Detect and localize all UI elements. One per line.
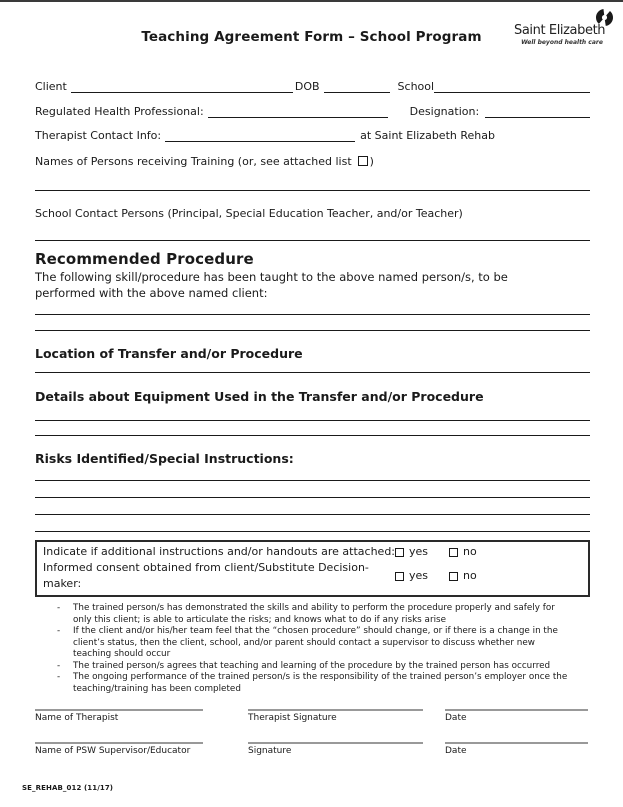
consent-no-label: no — [463, 569, 477, 582]
procedure-fill-line-1 — [35, 314, 590, 315]
risks-fill-line-2 — [35, 497, 590, 498]
note-item: - The trained person/s agrees that teaching and learning of the procedure by the trained person has occurred — [57, 661, 569, 673]
names-training-fill-line — [35, 190, 590, 191]
client-label: Client — [35, 80, 67, 93]
terms-notes-list — [57, 603, 569, 695]
therapist-signature-block — [248, 709, 423, 724]
saint-elizabeth-logo — [514, 8, 610, 46]
school-field-line — [434, 80, 590, 93]
supervisor-name-line — [35, 742, 203, 744]
therapist-name-block — [35, 709, 203, 724]
supervisor-name-label: Name of PSW Supervisor/Educator — [35, 746, 191, 756]
supervisor-name-block — [35, 742, 203, 757]
swirl-logo-icon — [595, 8, 614, 27]
recommended-procedure-heading: Recommended Procedure — [35, 250, 254, 268]
therapist-name-line — [35, 709, 203, 711]
consent-yes-option — [395, 568, 449, 584]
form-code: SE_REHAB_012 (11/17) — [22, 784, 114, 792]
handouts-attached-row — [43, 544, 582, 560]
attached-list-checkbox[interactable] — [358, 156, 368, 166]
supervisor-date-label: Date — [445, 746, 467, 756]
logo-wordmark: Saint Elizabeth — [514, 23, 606, 38]
school-contacts-label: School Contact Persons (Principal, Special Education Teacher, and/or Teacher) — [35, 207, 463, 220]
risks-fill-line-1 — [35, 480, 590, 481]
risks-fill-line-3 — [35, 514, 590, 515]
consent-yes-checkbox[interactable] — [395, 572, 404, 581]
therapist-signature-line — [248, 709, 423, 711]
therapist-date-block — [445, 709, 588, 724]
location-heading: Location of Transfer and/or Procedure — [35, 346, 303, 361]
school-contacts-fill-line — [35, 240, 590, 241]
page-title: Teaching Agreement Form – School Program — [141, 29, 482, 45]
therapist-name-label: Name of Therapist — [35, 713, 119, 723]
handouts-no-label: no — [463, 545, 477, 558]
logo-tagline: Well beyond health care — [521, 39, 603, 46]
procedure-fill-line-2 — [35, 330, 590, 331]
therapist-signature-label: Therapist Signature — [248, 713, 337, 723]
client-field-line — [71, 80, 293, 93]
supervisor-signature-row — [35, 742, 590, 757]
informed-consent-row — [43, 560, 582, 592]
client-row — [35, 80, 590, 93]
recommended-procedure-text: The following skill/procedure has been taught to the above named person/s, to be performed with the above named client: — [35, 270, 508, 300]
form-header — [0, 2, 623, 72]
supervisor-date-line — [445, 742, 588, 744]
handouts-yes-checkbox[interactable] — [395, 548, 404, 557]
handouts-no-option — [449, 544, 503, 560]
rhp-label: Regulated Health Professional: — [35, 105, 204, 118]
supervisor-signature-line — [248, 742, 423, 744]
therapist-contact-row — [35, 129, 590, 142]
supervisor-signature-block — [248, 742, 423, 757]
names-training-label: Names of Persons receiving Training (or, see attached list ) — [35, 155, 374, 168]
consent-box — [35, 540, 590, 597]
equipment-fill-line-1 — [35, 420, 590, 421]
supervisor-date-block — [445, 742, 588, 757]
note-item: - The ongoing performance of the trained person/s is the responsibility of the trained person’s employer once the teaching/training has been completed — [57, 672, 569, 695]
therapist-signature-row — [35, 709, 590, 724]
school-label: School — [397, 80, 435, 93]
equipment-fill-line-2 — [35, 435, 590, 436]
handouts-yes-option — [395, 544, 449, 560]
risks-fill-line-4 — [35, 531, 590, 532]
therapist-contact-label: Therapist Contact Info: — [35, 129, 162, 142]
note-item: - If the client and/or his/her team feel that the “chosen procedure” should change, or if there is a change in the client’s status, then the client, school, and/or parent should contact a supervisor to discuss whether new teaching should occur — [57, 626, 569, 661]
equipment-heading: Details about Equipment Used in the Transfer and/or Procedure — [35, 389, 484, 404]
therapist-date-label: Date — [445, 713, 467, 723]
handouts-attached-label: Indicate if additional instructions and/or handouts are attached: — [43, 545, 396, 558]
location-fill-line — [35, 372, 590, 373]
designation-field-line — [485, 105, 590, 118]
dob-label: DOB — [294, 80, 320, 93]
consent-no-option — [449, 568, 503, 584]
handouts-no-checkbox[interactable] — [449, 548, 458, 557]
consent-yes-label: yes — [409, 569, 429, 582]
risks-heading: Risks Identified/Special Instructions: — [35, 451, 294, 466]
at-rehab-text: at Saint Elizabeth Rehab — [360, 129, 495, 142]
therapist-date-line — [445, 709, 588, 711]
designation-label: Designation: — [409, 105, 480, 118]
rhp-row — [35, 105, 590, 118]
note-item: - The trained person/s has demonstrated the skills and ability to perform the procedure properly and safely for only this client; is able to articulate the risks; and knows what to do if any risks arise — [57, 603, 569, 626]
handouts-yes-label: yes — [409, 545, 429, 558]
supervisor-signature-label: Signature — [248, 746, 292, 756]
rhp-field-line — [208, 105, 388, 118]
form-body — [0, 80, 623, 757]
dob-field-line — [324, 80, 390, 93]
consent-no-checkbox[interactable] — [449, 572, 458, 581]
informed-consent-label: Informed consent obtained from client/Substitute Decision-maker: — [43, 561, 369, 590]
therapist-contact-field-line — [165, 129, 355, 142]
